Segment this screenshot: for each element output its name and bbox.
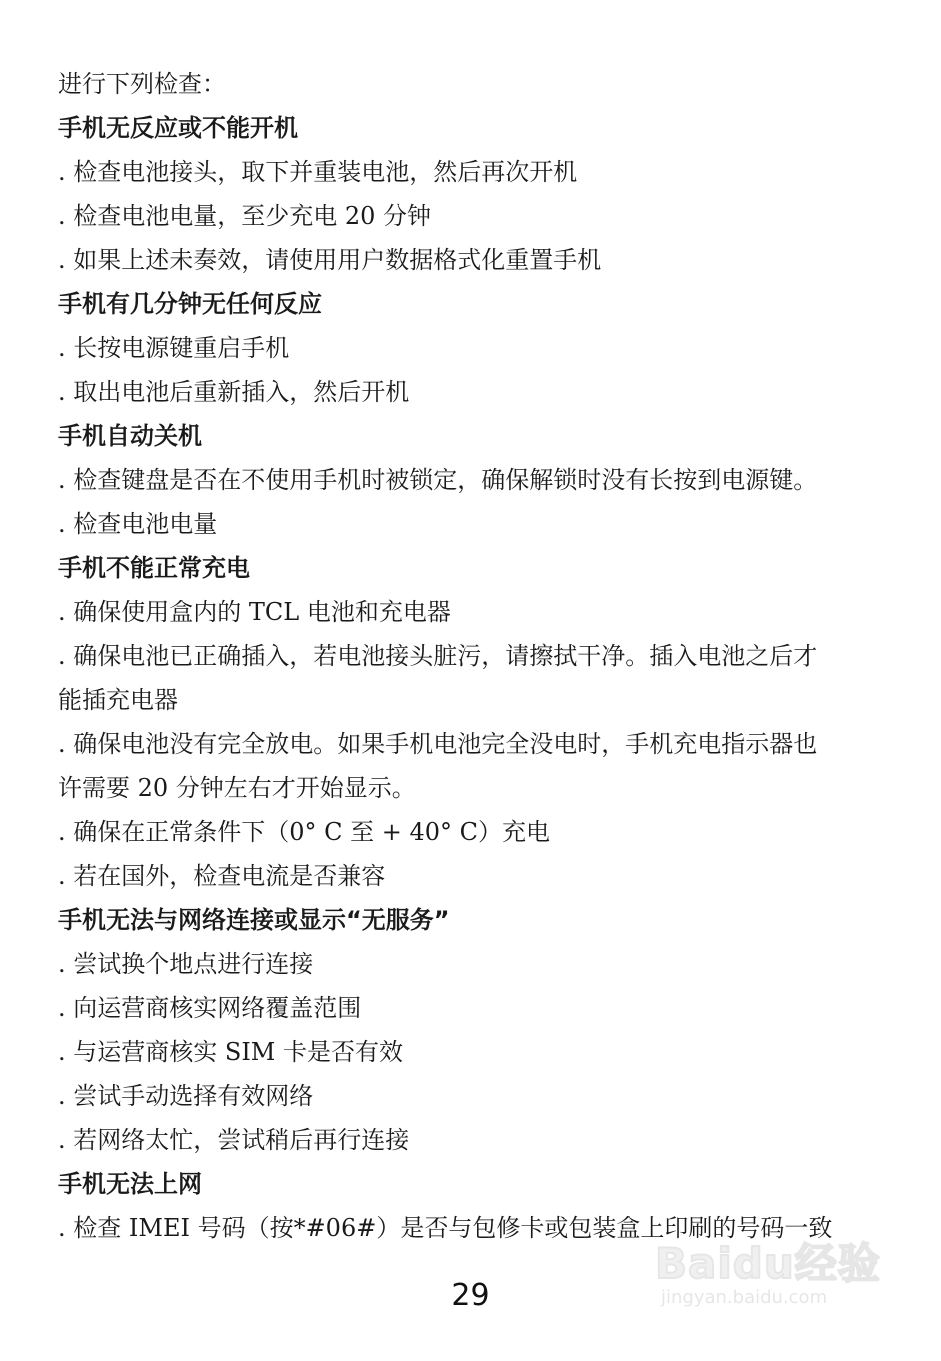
text-line: . 如果上述未奏效，请使用用户数据格式化重置手机 bbox=[58, 246, 602, 274]
text-line: . 取出电池后重新插入，然后开机 bbox=[58, 378, 410, 406]
text-line: . 检查 IMEI 号码（按*#06#）是否与包修卡或包装盒上印刷的号码一致 bbox=[58, 1214, 833, 1242]
watermark-logo-text: Baidu经验 bbox=[655, 1239, 881, 1288]
text-line: . 确保在正常条件下（0° C 至 + 40° C）充电 bbox=[58, 818, 551, 846]
text-line: . 检查电池接头，取下并重装电池，然后再次开机 bbox=[58, 158, 578, 186]
section-heading: 手机无法与网络连接或显示“无服务” bbox=[58, 906, 450, 934]
document-body bbox=[58, 62, 888, 1250]
text-line: . 检查键盘是否在不使用手机时被锁定，确保解锁时没有长按到电源键。 bbox=[58, 466, 818, 494]
section-heading: 手机无法上网 bbox=[58, 1170, 202, 1198]
text-line: 能插充电器 bbox=[58, 686, 178, 714]
text-line: 许需要 20 分钟左右才开始显示。 bbox=[58, 774, 416, 802]
text-line: . 确保使用盒内的 TCL 电池和充电器 bbox=[58, 598, 451, 626]
text-line: . 确保电池没有完全放电。如果手机电池完全没电时，手机充电指示器也 bbox=[58, 730, 818, 758]
text-line: . 若在国外，检查电流是否兼容 bbox=[58, 862, 386, 890]
text-line: . 检查电池电量 bbox=[58, 510, 218, 538]
section-heading: 手机有几分钟无任何反应 bbox=[58, 290, 322, 318]
text-line: . 检查电池电量，至少充电 20 分钟 bbox=[58, 202, 432, 230]
text-line: . 若网络太忙，尝试稍后再行连接 bbox=[58, 1126, 410, 1154]
text-line: . 长按电源键重启手机 bbox=[58, 334, 290, 362]
text-line: . 尝试手动选择有效网络 bbox=[58, 1082, 314, 1110]
text-line: . 向运营商核实网络覆盖范围 bbox=[58, 994, 362, 1022]
text-line: . 与运营商核实 SIM 卡是否有效 bbox=[58, 1038, 404, 1066]
section-heading: 手机自动关机 bbox=[58, 422, 202, 450]
section-heading: 手机无反应或不能开机 bbox=[58, 114, 298, 142]
watermark-url-text: jingyan.baidu.com bbox=[661, 1287, 828, 1308]
text-line: . 确保电池已正确插入，若电池接头脏污，请擦拭干净。插入电池之后才 bbox=[58, 642, 818, 670]
page-number: 29 bbox=[451, 1278, 490, 1313]
text-line: 进行下列检查： bbox=[58, 70, 226, 98]
text-line: . 尝试换个地点进行连接 bbox=[58, 950, 314, 978]
section-heading: 手机不能正常充电 bbox=[58, 554, 250, 582]
